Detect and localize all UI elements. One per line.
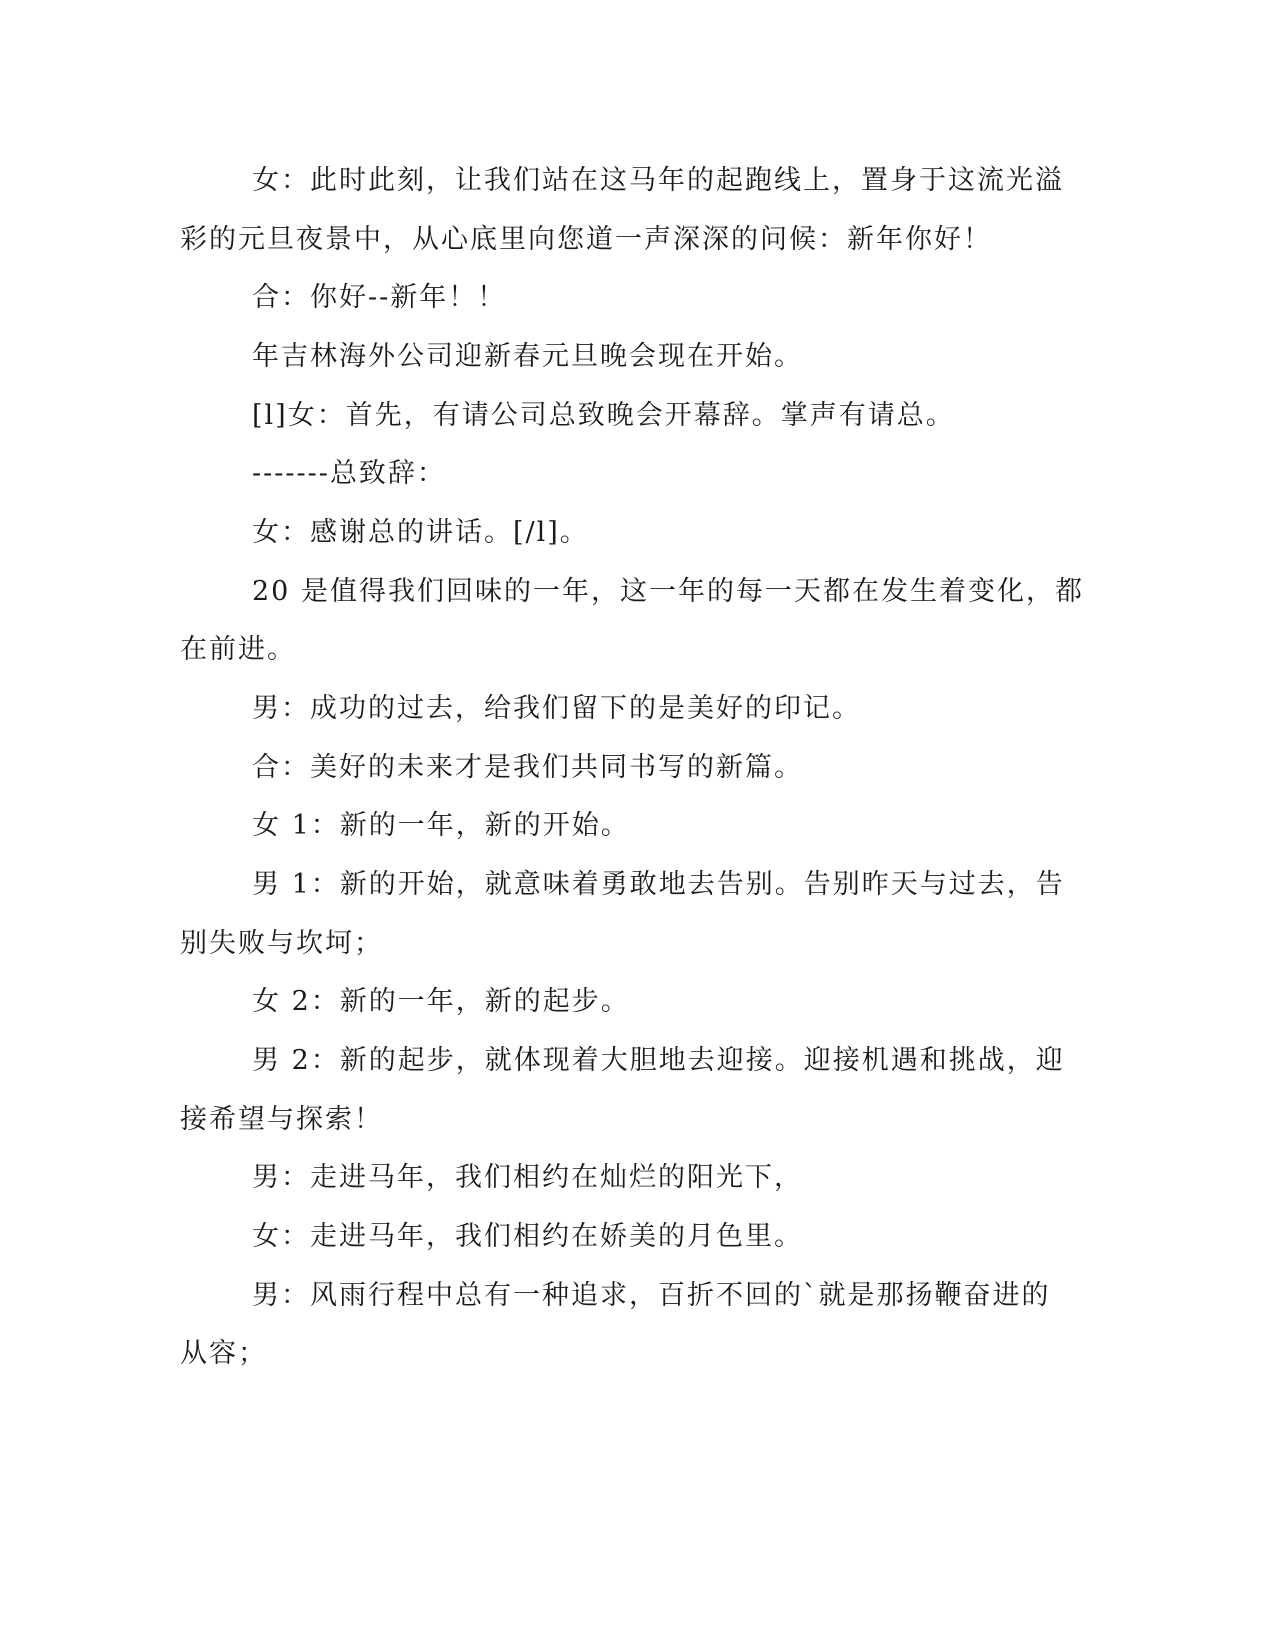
paragraph-line: 女 2：新的一年，新的起步。 [252, 986, 630, 1017]
paragraph-line: 男：成功的过去，给我们留下的是美好的印记。 [252, 693, 861, 724]
paragraph-line: 男 2：新的起步，就体现着大胆地去迎接。迎接机遇和挑战，迎 [252, 1045, 1065, 1076]
paragraph-line: 在前进。 [180, 634, 296, 665]
paragraph-line: 接希望与探索！ [180, 1104, 383, 1135]
paragraph-line: 男 1：新的开始，就意味着勇敢地去告别。告别昨天与过去，告 [252, 869, 1065, 900]
paragraph-line: 年吉林海外公司迎新春元旦晚会现在开始。 [252, 341, 803, 372]
paragraph-line: 彩的元旦夜景中，从心底里向您道一声深深的问候：新年你好！ [180, 224, 992, 255]
paragraph-line: [l]女：首先，有请公司总致晚会开幕辞。掌声有请总。 [252, 400, 955, 431]
paragraph-line: 女：感谢总的讲话。[/l]。 [252, 517, 589, 548]
paragraph-line: -------总致辞： [252, 458, 446, 489]
paragraph-line: 女 1：新的一年，新的开始。 [252, 810, 630, 841]
paragraph-line: 女：此时此刻，让我们站在这马年的起跑线上，置身于这流光溢 [252, 165, 1064, 196]
paragraph-line: 合：你好--新年！！ [252, 282, 507, 313]
paragraph-line: 20 是值得我们回味的一年，这一年的每一天都在发生着变化，都 [252, 576, 1084, 607]
paragraph-line: 男：风雨行程中总有一种追求，百折不回的`就是那扬鞭奋进的 [252, 1280, 1051, 1311]
paragraph-line: 从容； [180, 1338, 267, 1369]
paragraph-line: 女：走进马年，我们相约在娇美的月色里。 [252, 1221, 803, 1252]
paragraph-line: 男：走进马年，我们相约在灿烂的阳光下， [252, 1162, 803, 1193]
paragraph-line: 别失败与坎坷； [180, 928, 383, 959]
paragraph-line: 合：美好的未来才是我们共同书写的新篇。 [252, 752, 803, 783]
